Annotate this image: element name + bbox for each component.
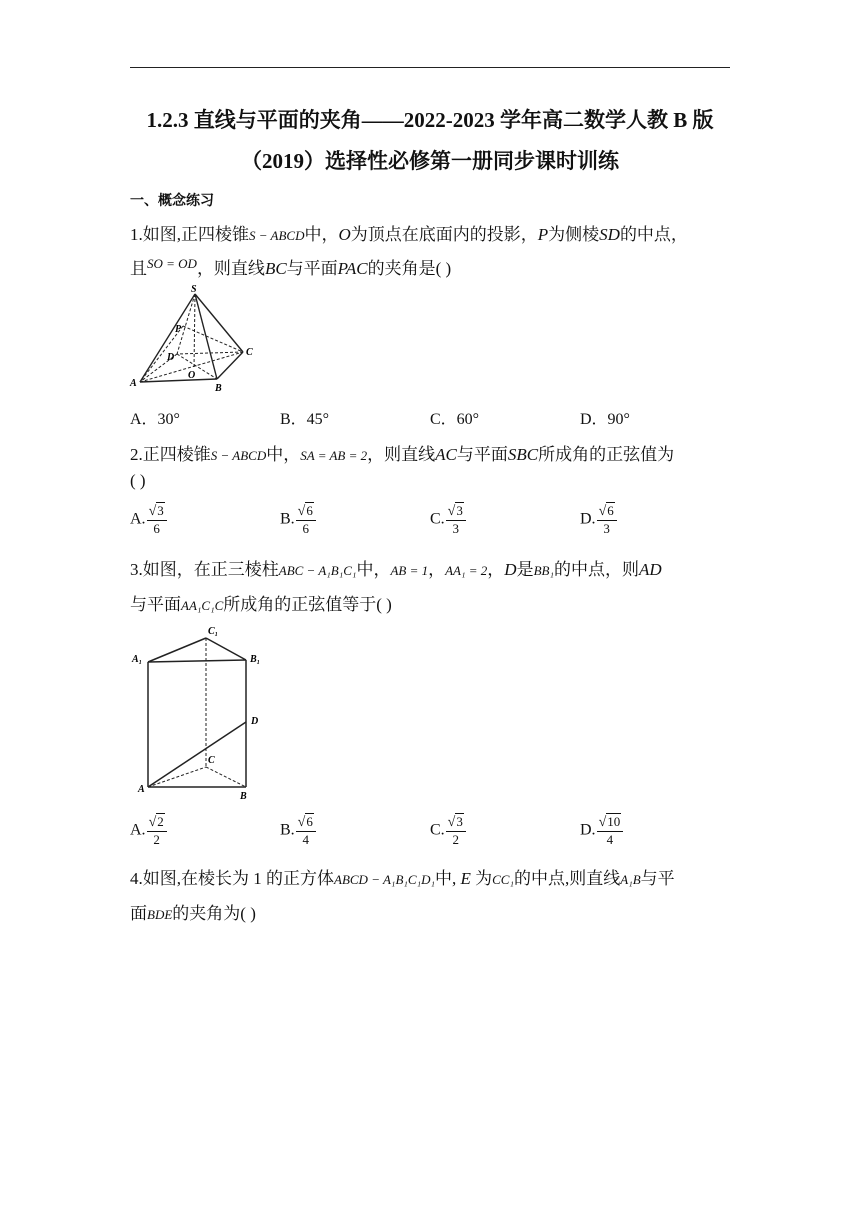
q3-option-b[interactable]: B. $\frac{√6}{4}$ <box>280 814 316 848</box>
label-S: S <box>191 284 197 295</box>
label-C: C <box>246 347 253 358</box>
header-rule <box>130 67 730 68</box>
page-title: 1.2.3 直线与平面的夹角——2022-2023 学年高二数学人教 B 版 <box>146 108 714 132</box>
label-B: B <box>240 791 247 802</box>
q2-line1: 2.正四棱锥S − ABCD中，SA = AB = 2，则直线AC与平面SBC所成角的正弦值为 <box>130 445 675 464</box>
q3-option-d[interactable]: D. $\frac{√10}{4}$ <box>580 814 623 848</box>
label-B1: B₁ <box>250 654 261 665</box>
q3-option-c[interactable]: C. $\frac{√3}{2}$ <box>430 814 466 848</box>
page-subtitle: （2019）选择性必修第一册同步课时训练 <box>241 149 619 173</box>
q2-option-c[interactable]: C. $\frac{√3}{3}$ <box>430 503 466 537</box>
q1-option-d[interactable]: D．90° <box>580 411 630 428</box>
label-A1: A₁ <box>132 654 143 665</box>
q2-option-a[interactable]: A. $\frac{√3}{6}$ <box>130 503 167 537</box>
q1-line1: 1.如图,正四棱锥S − ABCD中，O为顶点在底面内的投影，P为侧棱SD的中点， <box>130 225 688 244</box>
label-A: A <box>138 784 145 795</box>
label-B: B <box>215 383 222 394</box>
q2-line2: ( ) <box>130 471 146 490</box>
label-D: D <box>167 352 175 363</box>
q1-option-c[interactable]: C．60° <box>430 411 480 428</box>
q2-option-d[interactable]: D. $\frac{√6}{3}$ <box>580 503 617 537</box>
q3-prism-figure <box>128 622 278 807</box>
label-D: D <box>251 716 259 727</box>
q1-option-a[interactable]: A．30° <box>130 411 180 428</box>
q3-line1: 3.如图，在正三棱柱ABC − A₁B₁C₁中，AB = 1，AA₁ = 2，D是BB₁的中点，则AD <box>130 560 662 579</box>
label-A: A <box>130 378 137 389</box>
q4-line1: 4.如图,在棱长为 1 的正方体ABCD − A₁B₁C₁D₁中, E 为CC₁的中点,则直线A₁B与平 <box>130 869 675 888</box>
q1-option-b[interactable]: B．45° <box>280 411 330 428</box>
label-C: C <box>208 755 215 766</box>
q1-pyramid-figure <box>125 282 265 400</box>
section-heading: 一、概念练习 <box>130 193 214 209</box>
label-C1: C₁ <box>208 626 219 637</box>
q4-line2: 面BDE的夹角为( ) <box>130 904 256 923</box>
q1-line2: 且$^{SO = OD}$，则直线BC与平面PAC的夹角是( ) <box>130 256 452 278</box>
label-O: O <box>188 370 196 381</box>
q3-option-a[interactable]: A. $\frac{√2}{2}$ <box>130 814 167 848</box>
q2-option-b[interactable]: B. $\frac{√6}{6}$ <box>280 503 316 537</box>
q3-line2: 与平面AA₁C₁C所成角的正弦值等于( ) <box>130 595 392 614</box>
label-P: P <box>175 324 182 335</box>
